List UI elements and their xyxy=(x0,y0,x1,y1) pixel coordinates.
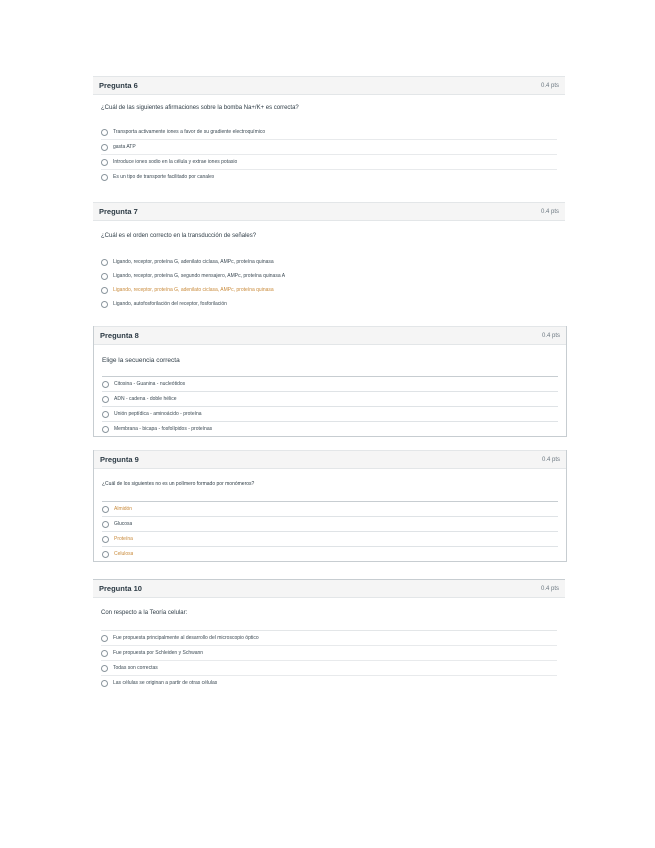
question-points: 0.4 pts xyxy=(540,82,559,89)
question-header xyxy=(93,76,565,95)
question-title: Pregunta 9 xyxy=(100,455,139,464)
answer-option[interactable]: Unión peptídica - aminoácido - proteína xyxy=(102,406,558,421)
answer-list xyxy=(93,125,565,184)
radio-icon[interactable] xyxy=(101,635,108,642)
question-points: 0.4 pts xyxy=(541,332,560,339)
answer-list xyxy=(93,630,565,690)
question-6 xyxy=(93,76,565,184)
radio-icon[interactable] xyxy=(101,174,108,181)
answer-option[interactable]: Proteína xyxy=(102,531,558,546)
answer-option[interactable]: Celulosa xyxy=(102,546,558,561)
question-7 xyxy=(93,202,565,311)
question-title: Pregunta 10 xyxy=(99,584,142,593)
radio-icon[interactable] xyxy=(102,396,109,403)
answer-option[interactable]: Todas son correctas xyxy=(101,660,557,675)
radio-icon[interactable] xyxy=(101,159,108,166)
question-text: ¿Cuál es el orden correcto en la transducción de señales? xyxy=(101,233,257,239)
answer-option[interactable]: Fue propuesta principalmente al desarrollo del microscopio óptico xyxy=(101,630,557,645)
question-text: ¿Cuál de los siguientes no es un polímero formado por monómeros? xyxy=(102,481,255,487)
radio-icon[interactable] xyxy=(101,301,108,308)
answer-list xyxy=(94,501,566,561)
question-points: 0.4 pts xyxy=(541,456,560,463)
answer-option[interactable]: Membrana - bicapa - fosfolípidos - proteínas xyxy=(102,421,558,436)
answer-option[interactable]: Glucosa xyxy=(102,516,558,531)
answer-option[interactable]: Ligando, autofosforilación del receptor, fosforilación xyxy=(101,297,557,311)
answer-option[interactable]: ADN - cadena - doble hélice xyxy=(102,391,558,406)
radio-icon[interactable] xyxy=(102,411,109,418)
answer-option[interactable]: Es un tipo de transporte facilitado por canales xyxy=(101,169,557,184)
question-9 xyxy=(93,450,567,562)
radio-icon[interactable] xyxy=(102,381,109,388)
answer-list xyxy=(93,255,565,311)
question-points: 0.4 pts xyxy=(540,585,559,592)
radio-icon[interactable] xyxy=(101,650,108,657)
answer-list xyxy=(94,376,566,436)
radio-icon[interactable] xyxy=(102,521,109,528)
answer-option[interactable]: Las células se originan a partir de otras células xyxy=(101,675,557,690)
radio-icon[interactable] xyxy=(101,287,108,294)
radio-icon[interactable] xyxy=(101,259,108,266)
question-title: Pregunta 8 xyxy=(100,331,139,340)
answer-option[interactable]: Ligando, receptor, proteína G, adenilato ciclasa, AMPc, proteína quinasa xyxy=(101,255,557,269)
radio-icon[interactable] xyxy=(101,665,108,672)
radio-icon[interactable] xyxy=(102,426,109,433)
radio-icon[interactable] xyxy=(102,506,109,513)
answer-option[interactable]: Almidón xyxy=(102,501,558,516)
question-text: Elige la secuencia correcta xyxy=(102,357,180,364)
question-text: Con respecto a la Teoría celular: xyxy=(101,610,188,616)
radio-icon[interactable] xyxy=(101,680,108,687)
radio-icon[interactable] xyxy=(102,551,109,558)
radio-icon[interactable] xyxy=(101,129,108,136)
question-header xyxy=(93,579,565,598)
question-8 xyxy=(93,326,567,437)
answer-option[interactable]: Ligando, receptor, proteína G, segundo mensajero, AMPc, proteína quinasa A xyxy=(101,269,557,283)
answer-option[interactable]: gasta ATP xyxy=(101,139,557,154)
question-header xyxy=(94,450,566,469)
radio-icon[interactable] xyxy=(102,536,109,543)
question-header xyxy=(94,326,566,345)
question-title: Pregunta 7 xyxy=(99,207,138,216)
radio-icon[interactable] xyxy=(101,273,108,280)
question-text: ¿Cuál de las siguientes afirmaciones sobre la bomba Na+/K+ es correcta? xyxy=(101,105,299,111)
question-10 xyxy=(93,579,565,690)
radio-icon[interactable] xyxy=(101,144,108,151)
answer-option[interactable]: Fue propuesta por Schleiden y Schwann xyxy=(101,645,557,660)
question-header xyxy=(93,202,565,221)
answer-option[interactable]: Transporta activamente iones a favor de su gradiente electroquímico xyxy=(101,125,557,139)
answer-option[interactable]: Ligando, receptor, proteína G, adenilato ciclasa, AMPc, proteína quinasa xyxy=(101,283,557,297)
answer-option[interactable]: Introduce iones sodio en la célula y extrae iones potasio xyxy=(101,154,557,169)
answer-option[interactable]: Citosina - Guanina - nucleótidos xyxy=(102,376,558,391)
question-title: Pregunta 6 xyxy=(99,81,138,90)
question-points: 0.4 pts xyxy=(540,208,559,215)
